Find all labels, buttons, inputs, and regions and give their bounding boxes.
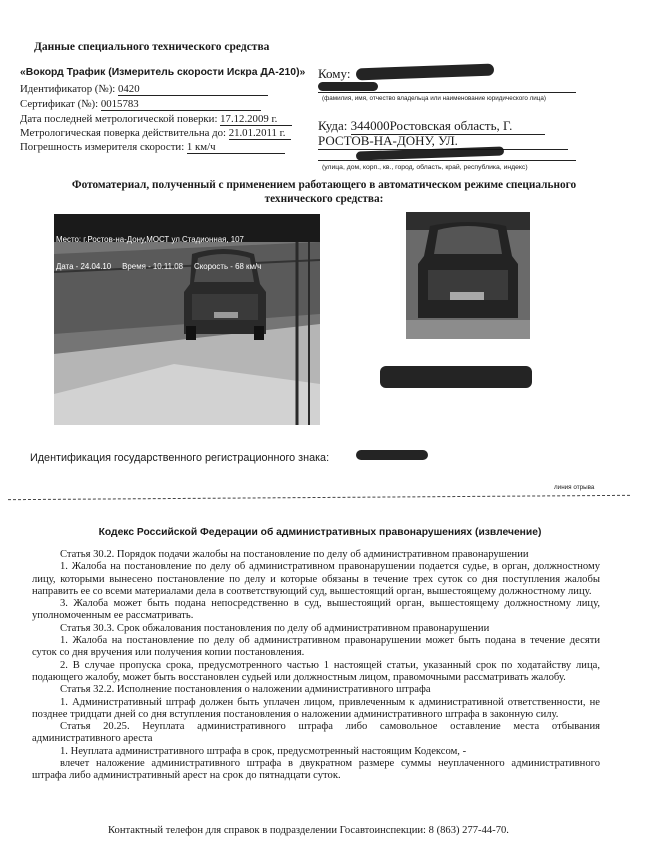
plate-label: Идентификация государственного регистрационного знака:	[30, 452, 330, 464]
device-cert-row	[20, 98, 261, 111]
redacted-name	[356, 64, 494, 81]
closeup-photo-svg	[406, 212, 530, 339]
to-label: Кому:	[318, 66, 351, 81]
device-error-label: Погрешность измерителя скорости:	[20, 141, 185, 153]
art-20-25-p1: 1. Неуплата административного штрафа в срок, предусмотренный настоящим Кодексом, -	[60, 745, 467, 757]
device-id-value: 0420	[118, 83, 268, 96]
device-verif-value: 17.12.2009 г.	[220, 113, 292, 126]
to-caption: (фамилия, имя, отчество владельца или наименование юридического лица)	[322, 95, 547, 102]
art-30-3-p2: 2. В случае пропуска срока, предусмотренного частью 1 настоящей статьи, указанный срок по ходатайству лица, подающего жалобу, может быть восстановлен судьей или должностным лицом, правомочными рассматривать жалобу.	[32, 659, 600, 683]
photo-heading-line1: Фотоматериал, полученный с применением работающего в автоматическом режиме специального	[71, 179, 577, 191]
device-verif-row	[20, 113, 292, 126]
where-caption: (улица, дом, корп., кв., город, область, край, республика, индекс)	[322, 164, 528, 171]
art-32-2-p1: 1. Административный штраф должен быть уплачен лицом, привлеченным к административной ответственности, не позднее тридцати дней со дня вступления постановления о наложении административного штрафа в законную силу.	[32, 696, 600, 720]
code-body	[32, 549, 600, 783]
device-error-row	[20, 141, 285, 154]
photo-overlay-datetime: Дата - 24.04.10 Время - 10.11.08 Скорость - 68 км/ч	[56, 262, 262, 271]
device-id-label: Идентификатор (№):	[20, 83, 116, 95]
where-label: Куда:	[318, 118, 348, 133]
art-32-2-title: Статья 32.2. Исполнение постановления о наложении административного штрафа	[60, 684, 431, 696]
device-name: «Вокорд Трафик (Измеритель скорости Искра ДА-210)»	[20, 67, 306, 78]
device-cert-value: 0015783	[101, 98, 261, 111]
photo-heading	[20, 178, 628, 206]
art-20-25-p1-cont: влечет наложение административного штрафа в двукратном размере суммы неуплаченного административного штрафа либо административный арест на срок до пятнадцати суток.	[32, 758, 600, 782]
device-cert-label: Сертификат (№):	[20, 98, 99, 110]
photo-heading-line2: технического средства:	[264, 193, 384, 205]
device-valid-row	[20, 127, 291, 140]
device-valid-label: Метрологическая поверка действительна до:	[20, 127, 226, 139]
where-value-2: РОСТОВ-НА-ДОНУ, УЛ.	[318, 133, 568, 150]
art-20-25-title: Статья 20.25. Неуплата административного штрафа либо самовольное оставление места отбывания административного ареста	[32, 721, 600, 745]
art-30-2-title: Статья 30.2. Порядок подачи жалобы на постановление по делу об административном правонарушении	[60, 549, 529, 560]
code-title: Кодекс Российской Федерации об административных правонарушениях (извлечение)	[98, 527, 542, 538]
device-valid-value: 21.01.2011 г.	[229, 127, 291, 140]
redacted-plate-text	[356, 450, 428, 460]
art-30-3-p1: 1. Жалоба на постановление по делу об административном правонарушении может быть подана в течение десяти суток со дня вручения или получения копии постановления.	[32, 635, 600, 659]
device-heading: Данные специального технического средства	[34, 41, 270, 53]
where-underline	[318, 160, 576, 161]
contact-phone: Контактный телефон для справок в подразделении Госавтоинспекции: 8 (863) 277-44-70.	[108, 825, 509, 836]
tear-line	[8, 495, 630, 500]
main-photo	[54, 214, 320, 425]
art-30-2-p1: 1. Жалоба на постановление по делу об административном правонарушении подается судье, в орган, должностному лицу, которыми вынесено постановление по делу и которые обязаны в течение трех суток со дня поступления жалобы направить ее со всеми материалами дела в соответствующий суд, вышестоящий орган, вышестоящему должностному лицу.	[32, 561, 600, 597]
device-id-row	[20, 83, 268, 96]
device-verif-label: Дата последней метрологической поверки:	[20, 113, 218, 125]
closeup-photo	[406, 212, 530, 339]
to-underline	[318, 92, 576, 93]
photo-overlay-location: Место: г.Ростов-на-Дону,МОСТ ул.Стадионная, 107	[56, 235, 244, 244]
art-30-2-p3: 3. Жалоба может быть подана непосредственно в суд, вышестоящий орган, вышестоящему должностному лицу, уполномоченным ее рассматривать.	[32, 598, 600, 622]
redacted-name-2	[318, 82, 378, 91]
art-30-3-title: Статья 30.3. Срок обжалования постановления по делу об административном правонарушении	[60, 622, 490, 634]
where-value: 344000Ростовская область, Г.	[351, 118, 545, 135]
device-error-value: 1 км/ч	[187, 141, 285, 154]
photo-overlay	[56, 217, 261, 289]
tear-line-label: линия отрыва	[554, 484, 595, 491]
redacted-plate-image	[380, 366, 532, 388]
